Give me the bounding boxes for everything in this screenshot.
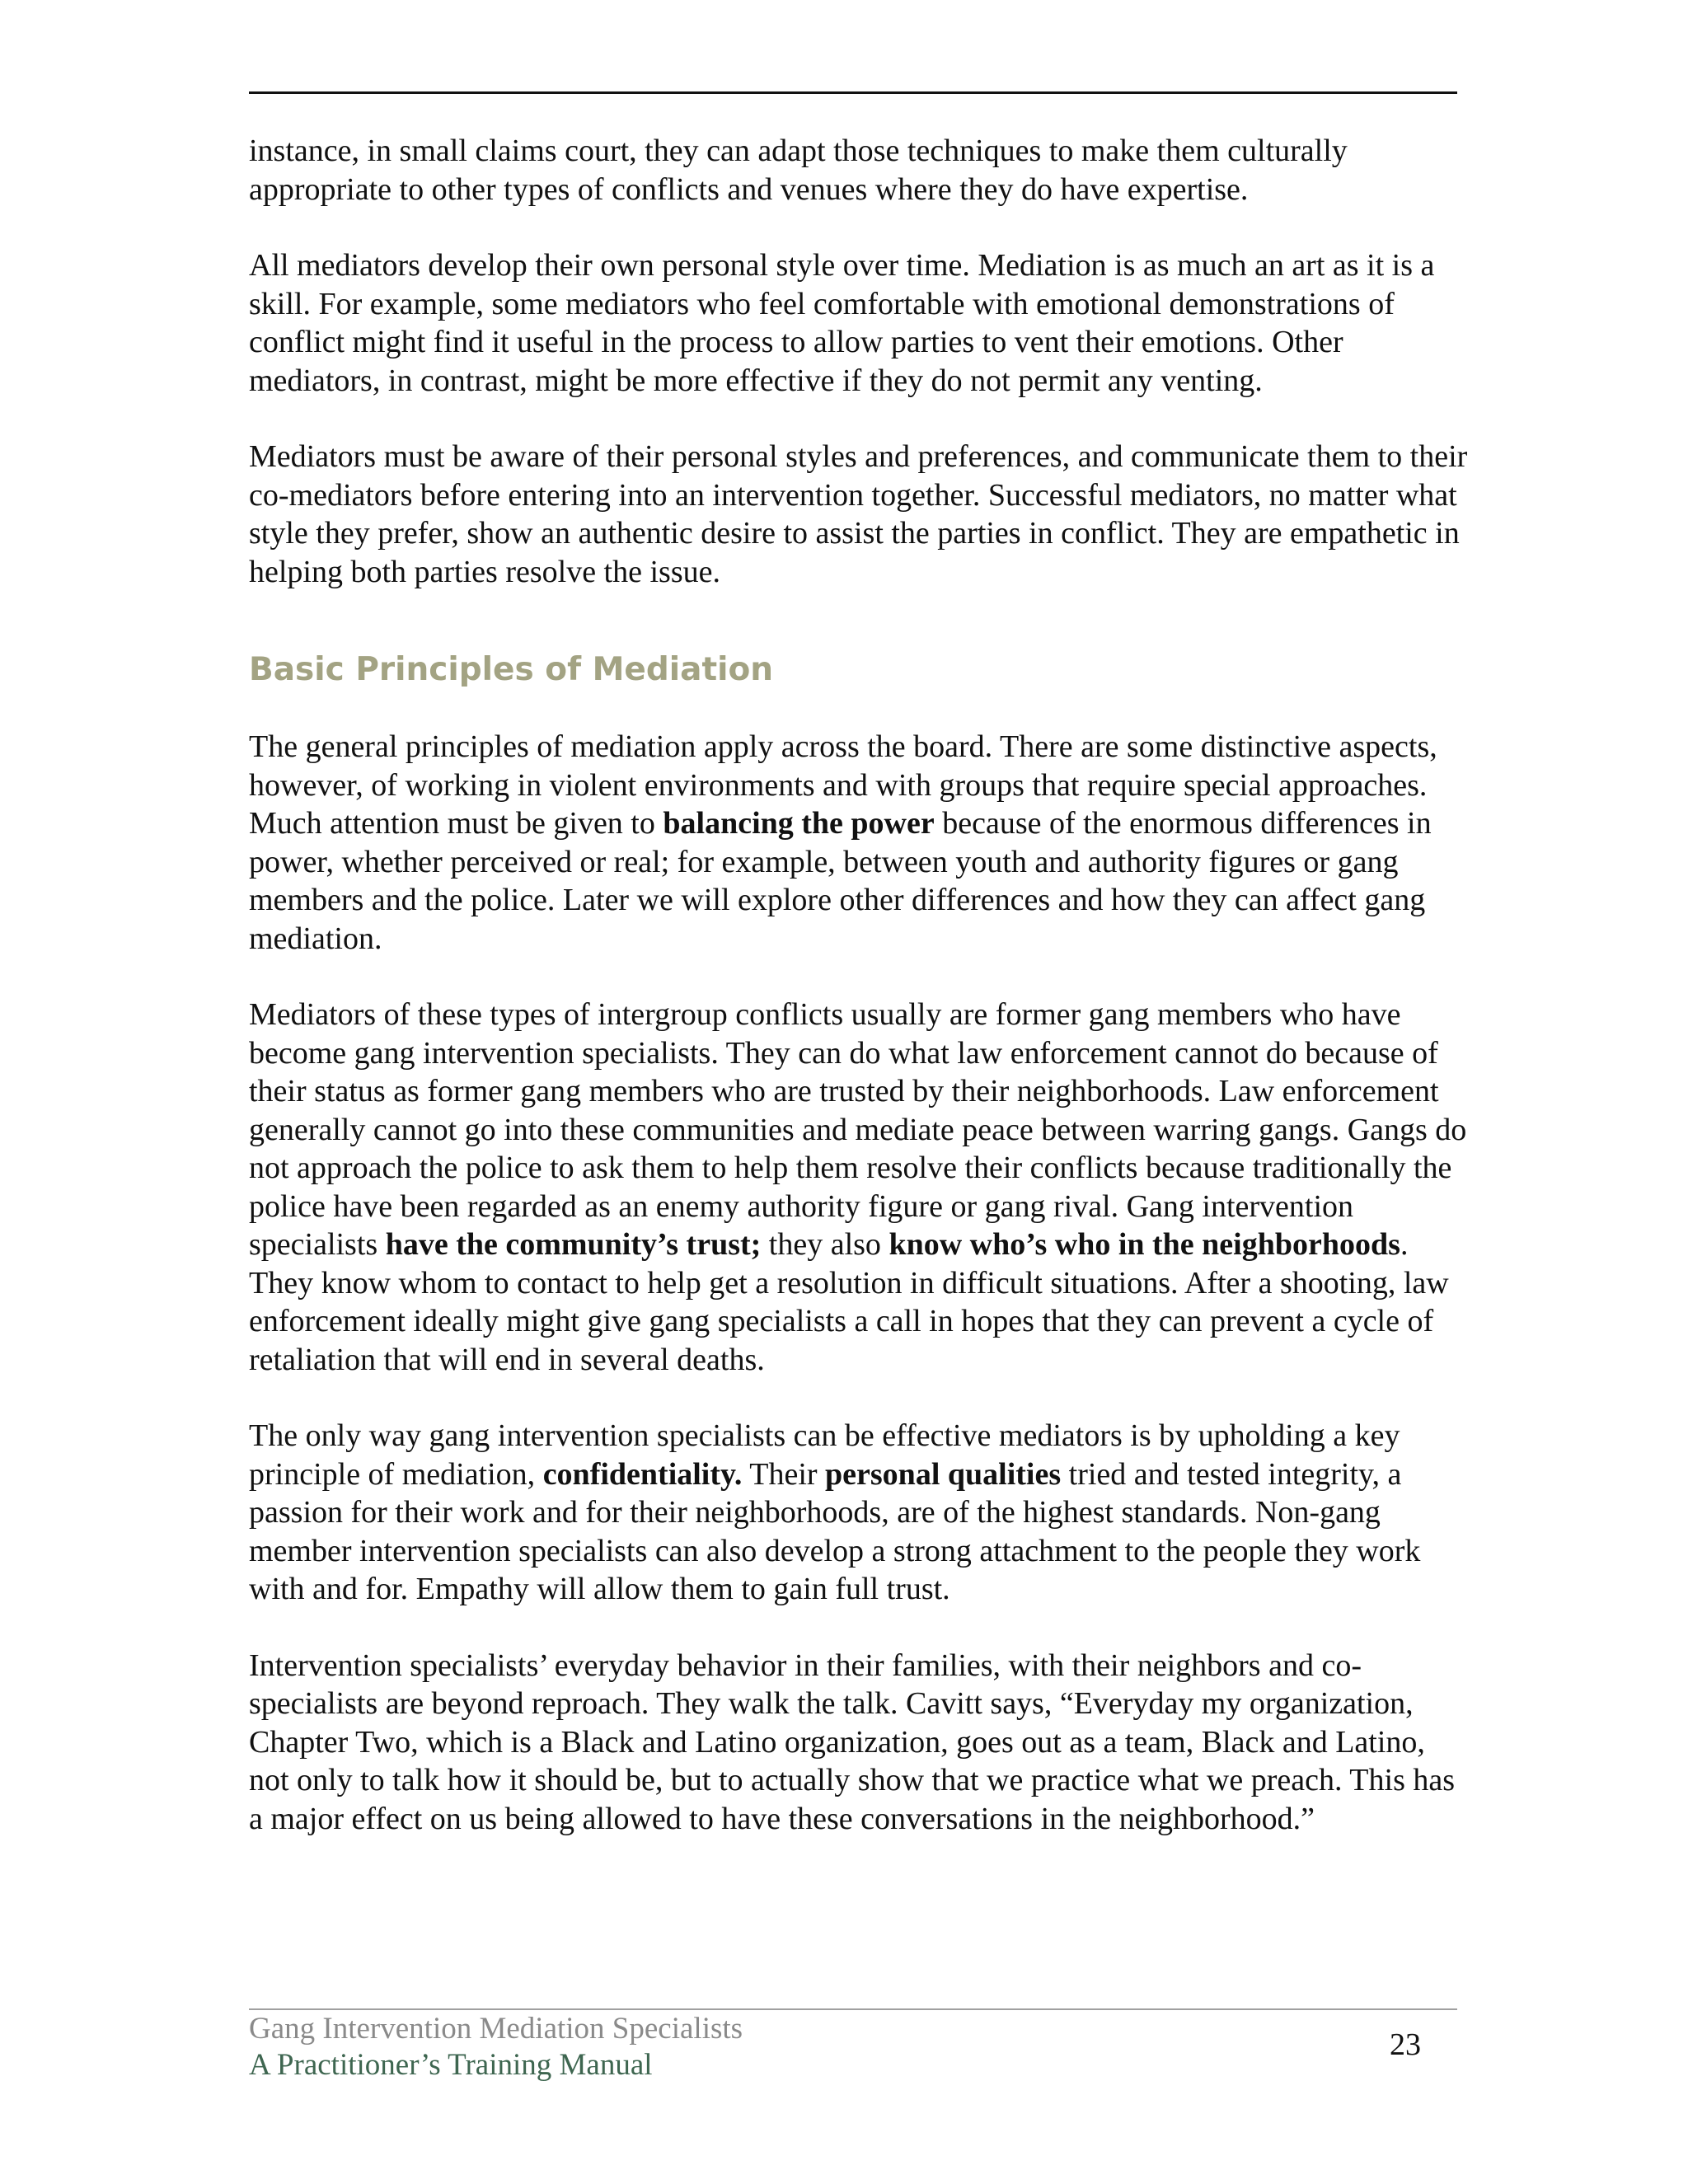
- footer: [249, 2011, 743, 2083]
- paragraph-6-bold-2: personal qualities: [825, 1456, 1062, 1492]
- paragraph-6: [249, 1417, 1469, 1609]
- footer-subtitle: A Practitioner’s Training Manual: [249, 2048, 653, 2082]
- paragraph-5-text-c: they also: [761, 1227, 889, 1262]
- paragraph-4: [249, 728, 1469, 958]
- page-body: [249, 132, 1469, 1838]
- paragraph-6-text-a: The only way gang intervention specialists can be effective mediators is by upholding a key principle of mediation,: [249, 1418, 1400, 1492]
- paragraph-6-text-c: Their: [742, 1456, 826, 1492]
- header-rule: [249, 91, 1457, 94]
- paragraph-5-text-d: . They know whom to contact to help get a resolution in difficult situations. After a shooting, law enforcement ideally might give gang specialists a call in hopes that they can prevent a cycle of retaliation that will end in several deaths.: [249, 1227, 1449, 1377]
- paragraph-1: instance, in small claims court, they can adapt those techniques to make them culturally appropriate to other types of conflicts and venues where they do have expertise.: [249, 134, 1348, 207]
- paragraph-2: All mediators develop their own personal style over time. Mediation is as much an art as it is a skill. For example, some mediators who feel comfortable with emotional demonstrations of conflict might find it useful in the process to allow parties to vent their emotions. Other mediators, in contrast, might be more effective if they do not permit any venting.: [249, 248, 1435, 398]
- paragraph-5: [249, 996, 1469, 1379]
- section-heading: Basic Principles of Mediation: [249, 651, 774, 688]
- paragraph-4-bold-1: balancing the power: [663, 806, 935, 841]
- paragraph-3: Mediators must be aware of their personal styles and preferences, and communicate them to their co-mediators before entering into an intervention together. Successful mediators, no matter what style they prefer, show an authentic desire to assist the parties in conflict. They are empathetic in helping both parties resolve the issue.: [249, 439, 1468, 589]
- paragraph-7: Intervention specialists’ everyday behavior in their families, with their neighbors and co-specialists are beyond reproach. They walk the talk. Cavitt says, “Everyday my organization, Chapter Two, which is a Black and Latino organization, goes out as a team, Black and Latino, not only to talk how it should be, but to actually show that we practice what we preach. This has a major effect on us being allowed to have these conversations in the neighborhood.”: [249, 1647, 1456, 1836]
- footer-title: Gang Intervention Mediation Specialists: [249, 2012, 743, 2046]
- page-number: 23: [1390, 2027, 1421, 2062]
- paragraph-5-bold-2: know who’s who in the neighborhoods: [889, 1227, 1400, 1262]
- paragraph-6-bold-1: confidentiality.: [542, 1456, 743, 1492]
- paragraph-5-text-a: Mediators of these types of intergroup conflicts usually are former gang members who have become gang intervention specialists. They can do what law enforcement cannot do because of their status as former gang members who are trusted by their neighborhoods. Law enforcement generally cannot go into these communities and mediate peace between warring gangs. Gangs do not approach the police to ask them to help them resolve their conflicts because traditionally the police have been regarded as an enemy authority figure or gang rival. Gang intervention specialists: [249, 997, 1467, 1262]
- paragraph-6-text-d: tried and tested integrity, a passion for their work and for their neighborhoods, are of the highest standards. Non-gang member intervention specialists can also develop a strong attachment to the people they work with and for. Empathy will allow them to gain full trust.: [249, 1456, 1421, 1606]
- paragraph-4-text-a: The general principles of mediation apply across the board. There are some distinctive aspects, however, of working in violent environments and with groups that require special approaches. Much attention must be given to: [249, 729, 1437, 841]
- paragraph-5-bold-1: have the community’s trust;: [385, 1227, 762, 1262]
- paragraph-4-text-c: because of the enormous differences in power, whether perceived or real; for example, between youth and authority figures or gang members and the police. Later we will explore other differences and how they can affect gang mediation.: [249, 806, 1432, 956]
- footer-rule: [249, 2008, 1457, 2010]
